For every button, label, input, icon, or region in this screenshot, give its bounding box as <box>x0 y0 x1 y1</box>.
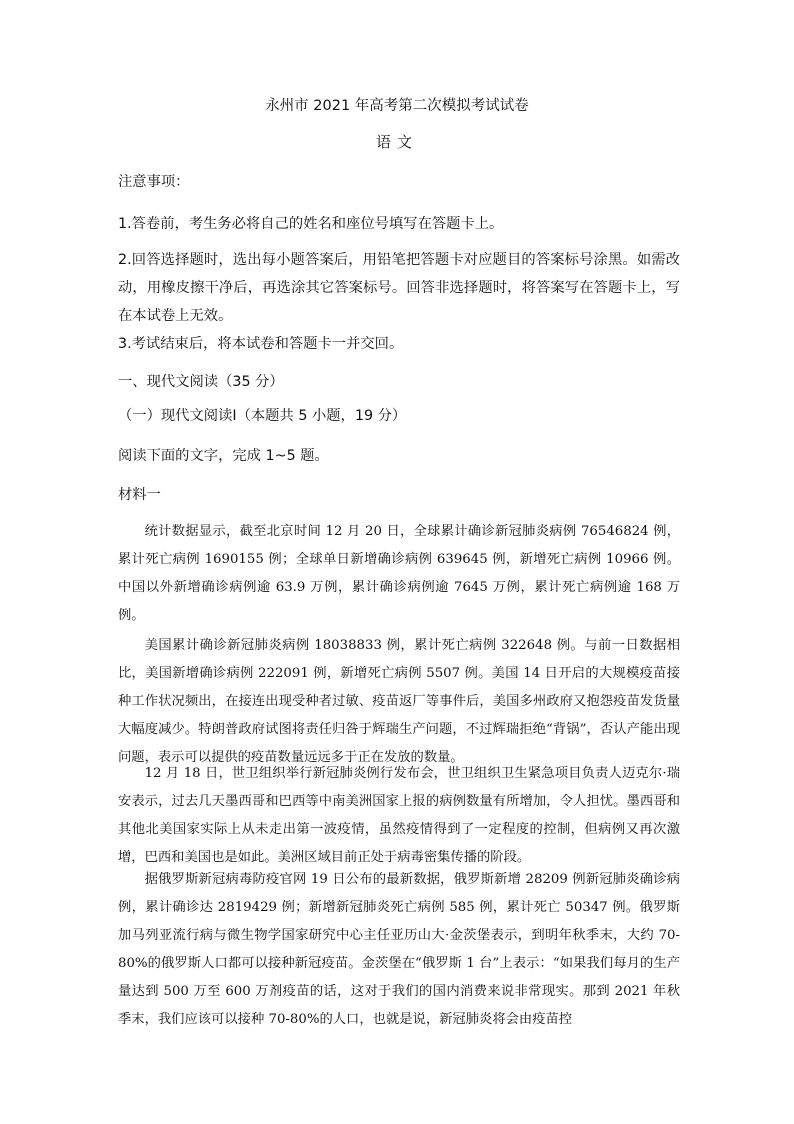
material-paragraph-3: 12 月 18 日，世卫组织举行新冠肺炎例行发布会，世卫组织卫生紧急项目负责人迈克尔·瑞安表示，过去几天墨西哥和巴西等中南美洲国家上报的病例数量有所增加，令人担忧。墨西哥和其他北美国家实际上从未走出第一波疫情，虽然疫情得到了一定程度的控制，但病例又再次激增，巴西和美国也是如此。美洲区域目前正处于病毒密集传播的阶段。 <box>118 766 680 865</box>
subject-title: 语文 <box>375 133 418 151</box>
exam-title: 永州市 2021 年高考第二次模拟考试试卷 <box>265 98 529 114</box>
material-paragraph-1: 统计数据显示，截至北京时间 12 月 20 日，全球累计确诊新冠肺炎病例 76546824 例，累计死亡病例 1690155 例；全球单日新增确诊病例 639645 例，新增死亡病例 10966 例。中国以外新增确诊病例逾 63.9 万例，累计确诊病例逾 7645 万例，累计死亡病例逾 168 万例。 <box>118 524 680 623</box>
material-paragraph-2: 美国累计确诊新冠肺炎病例 18038833 例，累计死亡病例 322648 例。与前一日数据相比，美国新增确诊病例 222091 例，新增死亡病例 5507 例。美国 14 日开启的大规模疫苗接种工作状况频出，在接连出现受种者过敏、疫苗返厂等事件后，美国多州政府又抱怨疫苗发货量大幅度减少。特朗普政府试图将责任归咎于辉瑞生产问题，不过辉瑞拒绝“背锅”，否认产能出现问题，表示可以提供的疫苗数量远远多于正在发放的数量。 <box>118 638 680 765</box>
notice-item-2: 2.回答选择题时，选出每小题答案后，用铅笔把答题卡对应题目的答案标号涂黑。如需改动，用橡皮擦干净后，再选涂其它答案标号。回答非选择题时，将答案写在答题卡上，写在本试卷上无效。 <box>118 252 680 324</box>
notice-item-3: 3.考试结束后，将本试卷和答题卡一并交回。 <box>118 336 404 352</box>
reading-instruction: 阅读下面的文字，完成 1~5 题。 <box>118 448 329 464</box>
notice-item-1: 1.答卷前，考生务必将自己的姓名和座位号填写在答题卡上。 <box>118 216 504 232</box>
section-heading: 一、现代文阅读（35 分） <box>118 374 284 390</box>
material-paragraph-4: 据俄罗斯新冠病毒防疫官网 19 日公布的最新数据，俄罗斯新增 28209 例新冠肺炎确诊病例，累计确诊达 2819429 例；新增新冠肺炎死亡病例 585 例，累计死亡 50347 例。俄罗斯加马列亚流行病与微生物学国家研究中心主任亚历山大·金茨堡表示，到明年秋季末，大约 70-80%的俄罗斯人口都可以接种新冠疫苗。金茨堡在“俄罗斯 1 台”上表示：“如果我们每月的生产量达到 500 万至 600 万剂疫苗的话，这对于我们的国内消费来说非常现实。那到 2021 年秋季末，我们应该可以接种 70-80%的人口，也就是说，新冠肺炎将会由疫苗控 <box>118 872 680 1027</box>
notice-heading: 注意事项： <box>118 174 190 190</box>
section-subheading: （一）现代文阅读Ⅰ（本题共 5 小题，19 分） <box>118 408 407 424</box>
material-label: 材料一 <box>118 487 161 503</box>
